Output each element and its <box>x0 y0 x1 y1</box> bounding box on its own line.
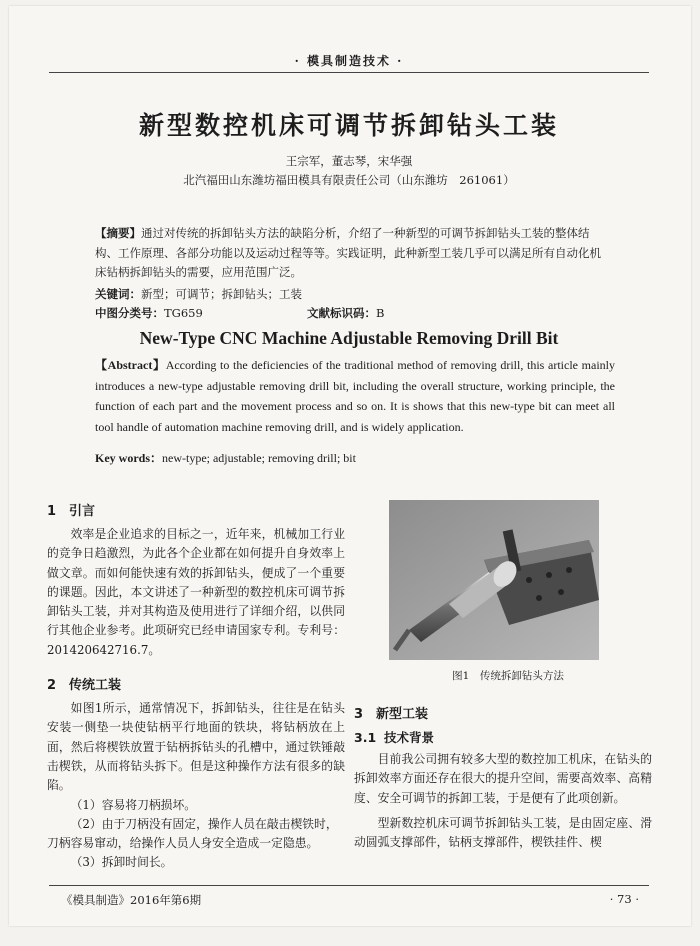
subsection-3-1-number: 3.1 <box>354 730 377 745</box>
abstract-en <box>95 355 615 437</box>
abstract-zh-text: 通过对传统的拆卸钻头方法的缺陷分析，介绍了一种新型的可调节拆卸钻头工装的整体结构、工作原理、各部分功能以及运动过程等等。实践证明，此种新型工装几乎可以满足所有自动化机床钻柄拆卸钻头的需要，应用范围广泛。 <box>95 226 601 279</box>
doc-code-label: 文献标识码： <box>307 306 376 320</box>
affiliation: 北汽福田山东潍坊福田模具有限责任公司（山东潍坊 261061） <box>183 173 515 187</box>
section-1-paragraph: 效率是企业追求的目标之一，近年来，机械加工行业的竞争日趋激烈，为此各个企业都在如何提升自身效率上做文章。而如何能快速有效的拆卸钻头，便成了一个重要的课题。因此，本文讲述了一种新型的数控机床可调节拆卸钻头工装，并对其构造及使用进行了详细介绍，以供同行其他企业参考。此项研究已经申请国家专利。专利号：201420642716.7。 <box>47 527 345 657</box>
abstract-en-text: According to the deficiencies of the traditional method of removing drill, this article mainly introduces a new-type adjustable removing drill bit, including the overall structure, working principle, the function of each part and the movement process and so on. It is shows that this new-type bit can meet all tool handle of automation machine removing drill, and is widely application. <box>95 358 615 434</box>
section-1-number: 1 <box>47 504 57 519</box>
abstract-en-label: 【Abstract】 <box>95 358 166 372</box>
document-code <box>307 305 384 321</box>
footer-journal-issue: 《模具制造》2016年第6期 <box>61 893 202 907</box>
list-item: （2）由于刀柄没有固定，操作人员在敲击楔铁时，刀柄容易窜动，给操作人员人身安全造成一定隐患。 <box>47 816 338 851</box>
list-item: （3）拆卸时间长。 <box>70 855 173 870</box>
doc-code-value: B <box>376 306 385 320</box>
classification-line <box>95 305 615 321</box>
footer-rule <box>49 885 649 886</box>
abstract-zh-label: 【摘要】 <box>95 226 141 240</box>
section-3-paragraph-1: 目前我公司拥有较多大型的数控加工机床，在钻头的拆卸效率方面还存在很大的提升空间，需要高效率、高精度、安全可调节的拆卸工装，于是便有了此项创新。 <box>354 752 652 805</box>
right-column <box>354 500 652 852</box>
section-2-title: 传统工装 <box>69 678 122 694</box>
section-3-heading <box>354 703 652 722</box>
drill-removal-photo <box>389 500 599 660</box>
keywords-zh <box>95 286 302 302</box>
keywords-en-label: Key words： <box>95 451 162 465</box>
keywords-en <box>95 449 615 466</box>
section-3-title: 新型工装 <box>376 707 429 722</box>
left-column <box>47 500 345 873</box>
section-1-title: 引言 <box>69 504 96 519</box>
subsection-3-1-title: 技术背景 <box>384 730 435 745</box>
section-3-number: 3 <box>354 707 364 722</box>
page-number: · 73 · <box>609 892 639 906</box>
section-2-number: 2 <box>47 678 57 694</box>
section-2-heading <box>47 674 345 693</box>
figure-1-caption: 图1 传统拆卸钻头方法 <box>452 670 564 682</box>
section-2-paragraph: 如图1所示，通常情况下，拆卸钻头，往往是在钻头安装一侧垫一块使钻柄平行地面的铁块，将钻柄放在上面，然后将楔铁放置于钻柄拆钻头的孔槽中，通过铁锤敲击楔铁，从而将钻头拆下。但是这种操作方法有很多的缺陷。 <box>47 701 345 793</box>
authors: 王宗军，董志琴，宋华强 <box>285 154 413 168</box>
figure-1-photo <box>389 500 599 660</box>
keywords-en-text: new-type; adjustable; removing drill; bit <box>162 451 356 465</box>
classification-value: TG659 <box>164 306 203 320</box>
keywords-zh-text: 新型；可调节；拆卸钻头；工装 <box>141 287 302 301</box>
keywords-zh-label: 关键词： <box>95 287 141 301</box>
list-item: （1）容易将刀柄损坏。 <box>70 797 197 812</box>
section-1-heading <box>47 500 345 519</box>
abstract-zh <box>95 224 605 283</box>
section-3-paragraph-2: 型新数控机床可调节拆卸钻头工装，是由固定座、滑动圆弧支撑部件，钻柄支撑部件，楔铁挂件、楔 <box>354 815 652 850</box>
article-title-zh: 新型数控机床可调节拆卸钻头工装 <box>138 111 559 140</box>
journal-column-header: · 模具制造技术 · <box>294 54 404 68</box>
classification-label: 中图分类号： <box>95 306 164 320</box>
journal-page <box>9 6 691 926</box>
header-rule <box>49 72 649 73</box>
article-title-en: New-Type CNC Machine Adjustable Removing Drill Bit <box>139 328 559 348</box>
subsection-3-1-heading <box>354 728 652 746</box>
